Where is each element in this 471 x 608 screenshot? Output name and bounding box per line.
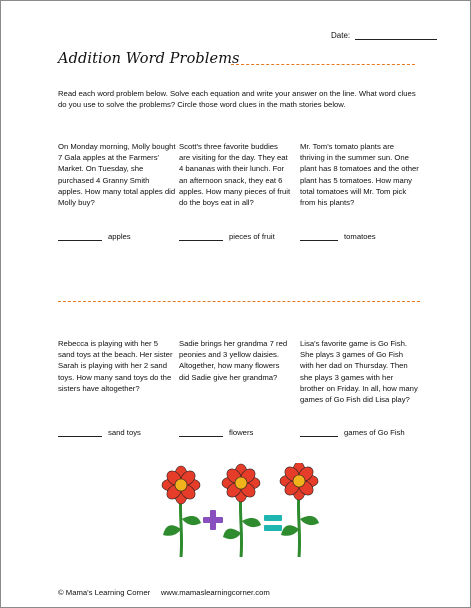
instructions: Read each word problem below. Solve each equation and write your answer on the line. What word clues do you use to solve the problems? Circle those word clues in the math stories below. bbox=[58, 89, 416, 110]
problem-5-answer bbox=[179, 428, 253, 437]
flower-3-icon bbox=[280, 463, 319, 557]
equals-icon bbox=[264, 515, 282, 531]
date-field bbox=[331, 31, 437, 40]
problem-2-answer bbox=[179, 232, 275, 241]
plus-icon bbox=[203, 510, 223, 530]
flower-equation-illustration bbox=[161, 463, 321, 559]
footer-copyright: © Mama's Learning Corner bbox=[58, 588, 151, 597]
problem-5-text: Sadie brings her grandma 7 red peonies and 3 yellow daisies. Altogether, how many flowers did Sadie give her grandma? bbox=[179, 339, 288, 382]
problem-3-answer bbox=[300, 232, 376, 241]
problem-2-answer-line[interactable] bbox=[179, 232, 223, 241]
problem-6-answer-line[interactable] bbox=[300, 428, 338, 437]
date-line[interactable] bbox=[355, 31, 437, 40]
problem-3-answer-line[interactable] bbox=[300, 232, 338, 241]
problem-5-answer-unit: flowers bbox=[229, 428, 254, 437]
flower-1-icon bbox=[162, 466, 201, 557]
problem-1-text: On Monday morning, Molly bought 7 Gala apples at the Farmers' Market. On Tuesday, she purchased 4 Granny Smith apples. How many total apples did Molly buy? bbox=[58, 142, 176, 208]
date-label: Date: bbox=[331, 31, 351, 40]
problem-4-text: Rebecca is playing with her 5 sand toys at the beach. Her sister Sarah is playing with her 2 sand toys. How many sand toys do the sisters have altogether? bbox=[58, 339, 173, 393]
problem-2-text: Scott's three favorite buddies are visiting for the day. They eat 4 bananas with their lunch. For an afternoon snack, they eat 6 apples. How many pieces of fruit do the boys eat in all? bbox=[179, 142, 291, 208]
problem-1-answer-line[interactable] bbox=[58, 232, 102, 241]
problem-6-answer-unit: games of Go Fish bbox=[344, 428, 405, 437]
section-divider bbox=[58, 301, 420, 302]
problem-4-answer bbox=[58, 428, 141, 437]
flower-2-icon bbox=[222, 464, 261, 557]
problem-6-text: Lisa's favorite game is Go Fish. She plays 3 games of Go Fish with her dad on Thursday. Then she plays 3 games with her brother on Friday. In all, how many games of Go Fish did Lisa play? bbox=[300, 339, 418, 405]
problem-4-answer-line[interactable] bbox=[58, 428, 102, 437]
page-title: Addition Word Problems bbox=[58, 51, 240, 67]
problem-1-answer-unit: apples bbox=[108, 232, 131, 241]
problem-2-answer-unit: pieces of fruit bbox=[229, 232, 275, 241]
problem-3-text: Mr. Tom's tomato plants are thriving in the summer sun. One plant has 8 tomatoes and the other plant has 5 tomatoes. How many total tomatoes will Mr. Tom pick from his plants? bbox=[300, 142, 419, 208]
problem-3-answer-unit: tomatoes bbox=[344, 232, 376, 241]
footer bbox=[58, 588, 270, 597]
problem-5-answer-line[interactable] bbox=[179, 428, 223, 437]
title-divider bbox=[231, 64, 415, 65]
problem-1-answer bbox=[58, 232, 131, 241]
problem-4-answer-unit: sand toys bbox=[108, 428, 141, 437]
footer-website-link[interactable]: www.mamaslearningcorner.com bbox=[160, 588, 270, 597]
problem-6-answer bbox=[300, 428, 405, 437]
